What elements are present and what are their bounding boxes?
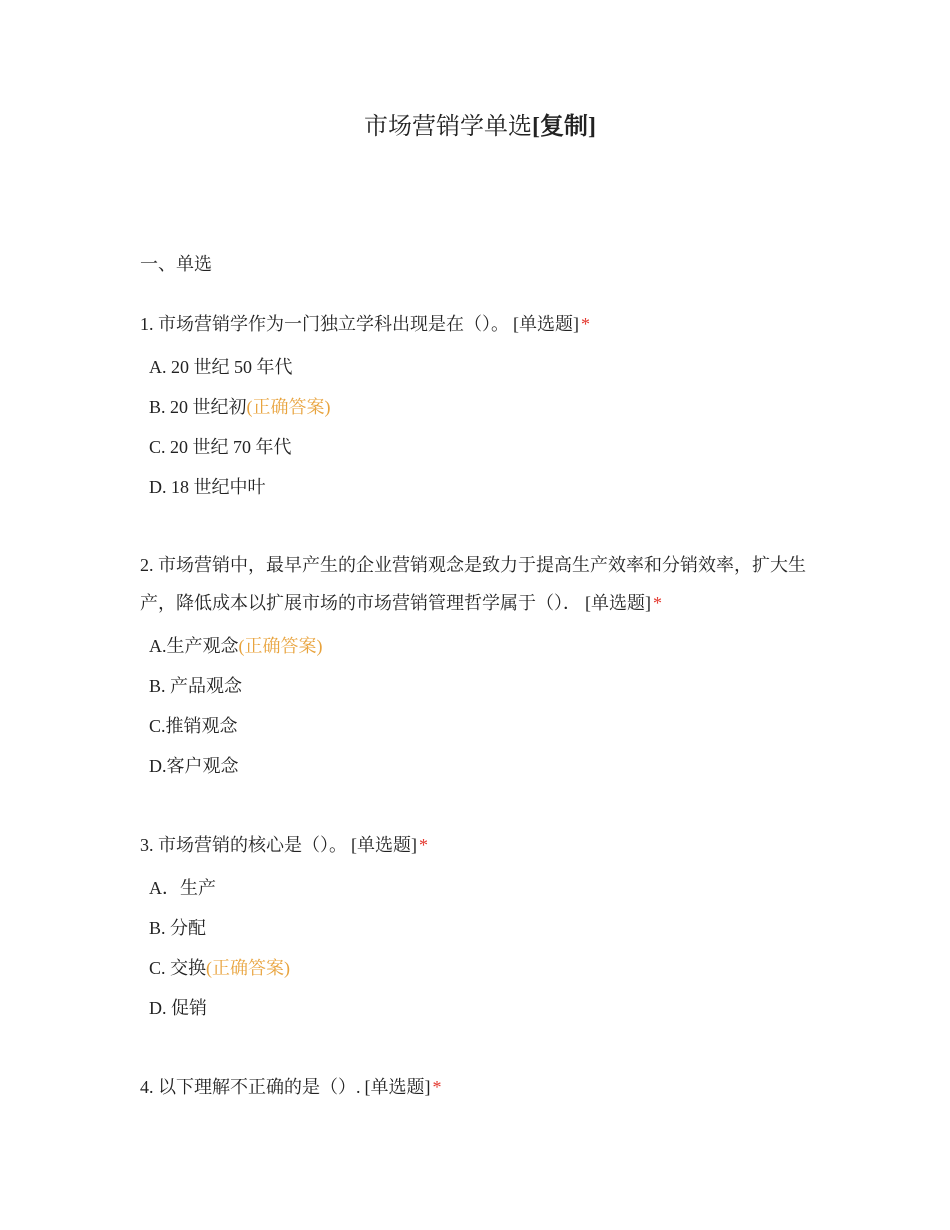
option-label: B. 20 世纪初	[149, 397, 247, 417]
option-label: D. 18 世纪中叶	[149, 477, 266, 497]
option-label: C. 交换	[149, 958, 207, 978]
page-title	[0, 110, 950, 144]
option	[140, 427, 815, 467]
question-2	[140, 546, 815, 786]
question-3-text	[140, 826, 815, 864]
option	[140, 908, 815, 948]
option	[140, 706, 815, 746]
question-1-text	[140, 305, 815, 343]
question-2-text	[140, 546, 815, 622]
question-1-stem: 1. 市场营销学作为一门独立学科出现是在（）。	[140, 314, 509, 334]
required-marker: *	[653, 593, 662, 613]
option-label: C. 20 世纪 70 年代	[149, 437, 292, 457]
title-copy-suffix: [复制]	[532, 114, 596, 140]
question-4-text	[140, 1068, 815, 1106]
option	[140, 988, 815, 1028]
option-label: A.生产观念	[149, 636, 239, 656]
question-type-tag: [单选题]	[585, 593, 651, 613]
question-3	[140, 826, 815, 1028]
section-heading: 一、单选	[140, 254, 212, 274]
option-label: D.客户观念	[149, 756, 239, 776]
title-main: 市场营销学单选	[364, 114, 532, 140]
option-label: A．生产	[149, 878, 216, 898]
correct-answer-mark: (正确答案)	[246, 397, 331, 417]
option	[140, 387, 815, 427]
option-label: A. 20 世纪 50 年代	[149, 357, 293, 377]
option	[140, 746, 815, 786]
option-label: D. 促销	[149, 998, 207, 1018]
question-3-stem: 3. 市场营销的核心是（）。	[140, 835, 347, 855]
option	[140, 626, 815, 666]
correct-answer-mark: (正确答案)	[206, 958, 291, 978]
option	[140, 868, 815, 908]
option	[140, 666, 815, 706]
question-type-tag: [单选题]	[364, 1077, 431, 1097]
question-type-tag: [单选题]	[351, 835, 417, 855]
option	[140, 467, 815, 507]
question-3-options	[140, 868, 815, 1028]
question-2-options	[140, 626, 815, 786]
option	[140, 948, 815, 988]
option-label: C.推销观念	[149, 716, 238, 736]
required-marker: *	[581, 314, 590, 334]
option-label: B. 分配	[149, 918, 207, 938]
required-marker: *	[419, 835, 428, 855]
question-type-tag: [单选题]	[513, 314, 579, 334]
question-4	[140, 1068, 815, 1106]
correct-answer-mark: (正确答案)	[238, 636, 323, 656]
required-marker: *	[432, 1077, 442, 1097]
question-1-options	[140, 347, 815, 507]
question-2-stem: 2. 市场营销中，最早产生的企业营销观念是致力于提高生产效率和分销效率，扩大生产，降低成本以扩展市场的市场营销管理哲学属于（）．	[140, 555, 806, 613]
option	[140, 347, 815, 387]
option-label: B. 产品观念	[149, 676, 243, 696]
question-1	[140, 305, 815, 507]
question-4-stem: 4. 以下理解不正确的是（）.	[140, 1077, 361, 1097]
